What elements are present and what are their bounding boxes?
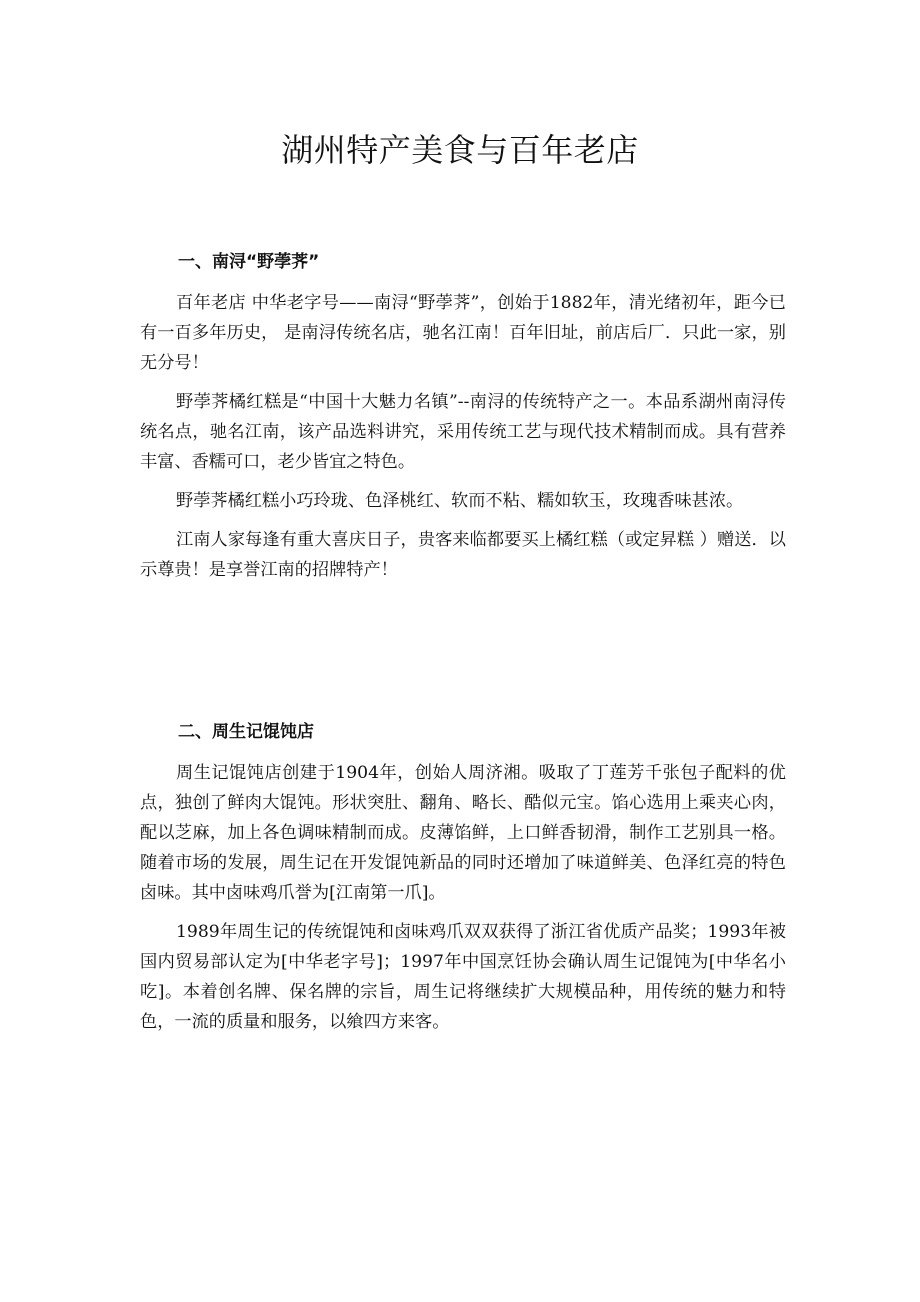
section-zhoushengji-wonton bbox=[140, 720, 786, 1046]
paragraph: 江南人家每逢有重大喜庆日子，贵客来临都要买上橘红糕（或定昇糕 ）赠送．以示尊贵！是享誉江南的招牌特产！ bbox=[140, 530, 786, 580]
section-heading: 一、南浔“野荸荠” bbox=[178, 252, 320, 272]
paragraph: 野荸荠橘红糕小巧玲珑、色泽桃红、软而不粘、糯如软玉，玫瑰香味甚浓。 bbox=[176, 491, 744, 511]
paragraph: 野荸荠橘红糕是“中国十大魅力名镇”--南浔的传统特产之一。本品系湖州南浔传统名点，驰名江南，该产品选料讲究，采用传统工艺与现代技术精制而成。具有营养丰富、香糯可口，老少皆宜之特色。 bbox=[140, 392, 786, 472]
paragraph: 1989年周生记的传统馄饨和卤味鸡爪双双获得了浙江省优质产品奖；1993年被国内贸易部认定为[中华老字号]；1997年中国烹饪协会确认周生记馄饨为[中华名小吃]。本着创名牌、保名牌的宗旨，周生记将继续扩大规模品种，用传统的魅力和特色，一流的质量和服务，以飨四方来客。 bbox=[140, 922, 786, 1032]
document-title: 湖州特产美食与百年老店 bbox=[281, 131, 639, 169]
section-nanxun-yebiqi bbox=[140, 250, 786, 594]
paragraph: 周生记馄饨店创建于1904年，创始人周济湘。吸取了丁莲芳千张包子配料的优点，独创了鲜肉大馄饨。形状突肚、翻角、略长、酷似元宝。馅心选用上乘夹心肉，配以芝麻，加上各色调味精制而成。皮薄馅鲜，上口鲜香韧滑，制作工艺别具一格。随着市场的发展，周生记在开发馄饨新品的同时还增加了味道鲜美、色泽红亮的特色卤味。其中卤味鸡爪誉为[江南第一爪]。 bbox=[140, 763, 786, 903]
paragraph: 百年老店 中华老字号——南浔“野荸荠”，创始于1882年，清光绪初年，距今已有一百多年历史， 是南浔传统名店，驰名江南！百年旧址，前店后厂．只此一家，别无分号！ bbox=[140, 293, 786, 373]
section-heading: 二、周生记馄饨店 bbox=[178, 722, 314, 742]
